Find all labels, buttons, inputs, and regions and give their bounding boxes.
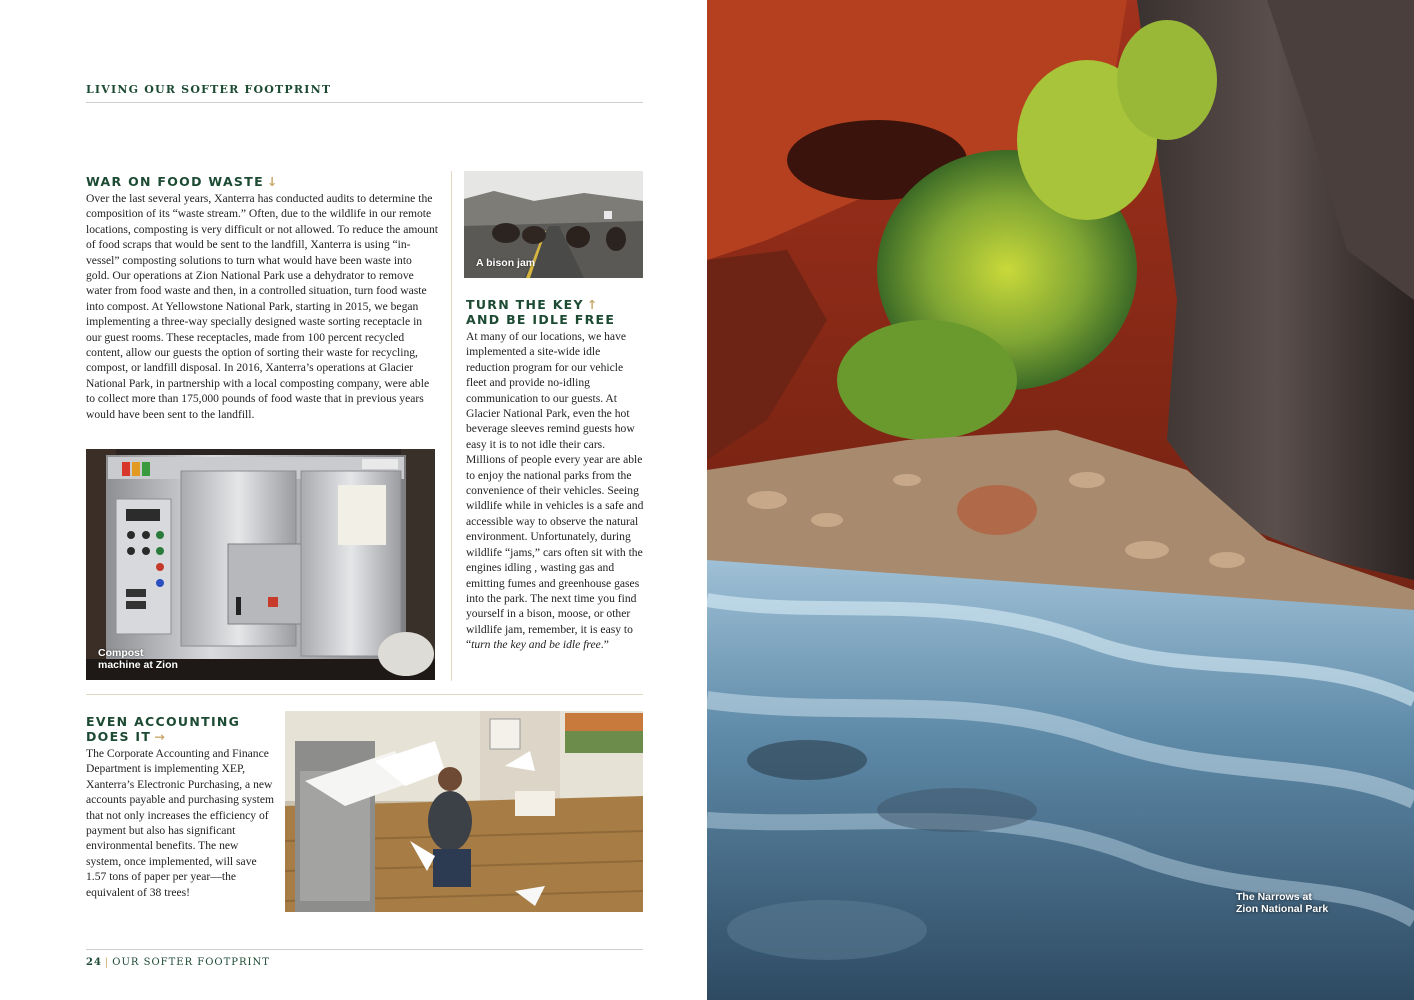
narrows-caption-line-2: Zion National Park bbox=[1236, 903, 1329, 915]
idle-free-heading-line-2: AND BE IDLE FREE bbox=[466, 312, 616, 327]
section-divider bbox=[86, 694, 643, 695]
food-waste-section bbox=[86, 174, 438, 422]
bison-jam-photo bbox=[464, 171, 643, 278]
arrow-up-icon: ↑ bbox=[586, 297, 599, 312]
idle-free-body-italic: turn the key and be idle free bbox=[471, 638, 601, 652]
page-footer bbox=[86, 949, 643, 968]
compost-caption-line-2: machine at Zion bbox=[98, 659, 178, 671]
narrows-caption bbox=[1236, 891, 1328, 915]
food-waste-body: Over the last several years, Xanterra has conducted audits to determine the composition of its “waste stream.” Often, due to the wildlife in our remote locations, composting is very difficult or not allowed. To reduce the amount of food scraps that would be sent to the landfill, Xanterra is using “in-vessel” composting solutions to turn what would have been waste into gold. Our operations at Zion National Park use a dehydrator to remove water from food waste and then, in a controlled situation, turn food waste into compost. At Yellowstone National Park, starting in 2015, we began implementing a three-way specially designed waste sorting receptacle in our guest rooms. These receptacles, made from 100 percent recycled content, allow our guests the option of sorting their waste for recycling, compost, or landfill disposal. In 2016, Xanterra’s operations at Glacier National Park, in partnership with a local composting company, were able to collect more than 175,000 pounds of food waste that in previous years would have been sent to the landfill. bbox=[86, 192, 438, 421]
idle-free-heading bbox=[466, 297, 646, 327]
column-divider bbox=[451, 171, 452, 681]
compost-caption bbox=[98, 647, 178, 671]
compost-machine-photo bbox=[86, 449, 435, 680]
bison-caption: A bison jam bbox=[476, 257, 536, 269]
running-head: LIVING OUR SOFTER FOOTPRINT bbox=[86, 83, 643, 103]
idle-free-heading-line-1: TURN THE KEY bbox=[466, 297, 584, 312]
compost-machine-illustration bbox=[86, 449, 435, 680]
arrow-down-icon: ↓ bbox=[266, 174, 279, 189]
compost-caption-line-1: Compost bbox=[98, 647, 144, 659]
accounting-section bbox=[86, 714, 276, 900]
accounting-heading bbox=[86, 714, 276, 744]
footer-separator: | bbox=[104, 957, 110, 968]
page-number: 24 bbox=[86, 957, 102, 968]
arrow-right-icon: → bbox=[154, 729, 166, 744]
food-waste-heading bbox=[86, 174, 438, 189]
footer-title: OUR SOFTER FOOTPRINT bbox=[112, 957, 270, 968]
idle-free-body bbox=[466, 329, 646, 653]
idle-free-body-text: At many of our locations, we have implemented a site-wide idle reduction program for our vehicle fleet and provide no-idling communication to our guests. At Glacier National Park, even the hot beverage sleeves remind guests how easy it is to not idle their cars. Millions of people every year are able to enjoy the national parks from the convenience of their vehicles. Seeing wildlife while in vehicles is a safe and accessible way to observe the natural environment. Unfortunately, during wildlife “jams,” cars often sit with the engines idling , wasting gas and emitting fumes and greenhouse gases into the park. The next time you find yourself in a bison, moose, or other wildlife jam, remember, it is easy to “ bbox=[466, 330, 644, 652]
right-page bbox=[707, 0, 1414, 1000]
accounting-office-photo bbox=[285, 711, 643, 912]
accounting-office-illustration bbox=[285, 711, 643, 912]
idle-free-section bbox=[466, 297, 646, 653]
idle-free-body-end: .” bbox=[600, 638, 609, 652]
food-waste-heading-text: WAR ON FOOD WASTE bbox=[86, 174, 264, 189]
accounting-heading-line-2: DOES IT bbox=[86, 729, 152, 744]
narrows-caption-line-1: The Narrows at bbox=[1236, 891, 1312, 903]
accounting-body: The Corporate Accounting and Finance Department is implementing XEP, Xanterra’s Electronic Purchasing, a new accounts payable and purchasing system that not only increases the efficiency of payment but also has significant environmental benefits. The new system, once implemented, will save 1.57 tons of paper per year—the equivalent of 38 trees! bbox=[86, 747, 275, 899]
accounting-heading-line-1: EVEN ACCOUNTING bbox=[86, 714, 241, 729]
narrows-photo bbox=[707, 0, 1414, 1000]
